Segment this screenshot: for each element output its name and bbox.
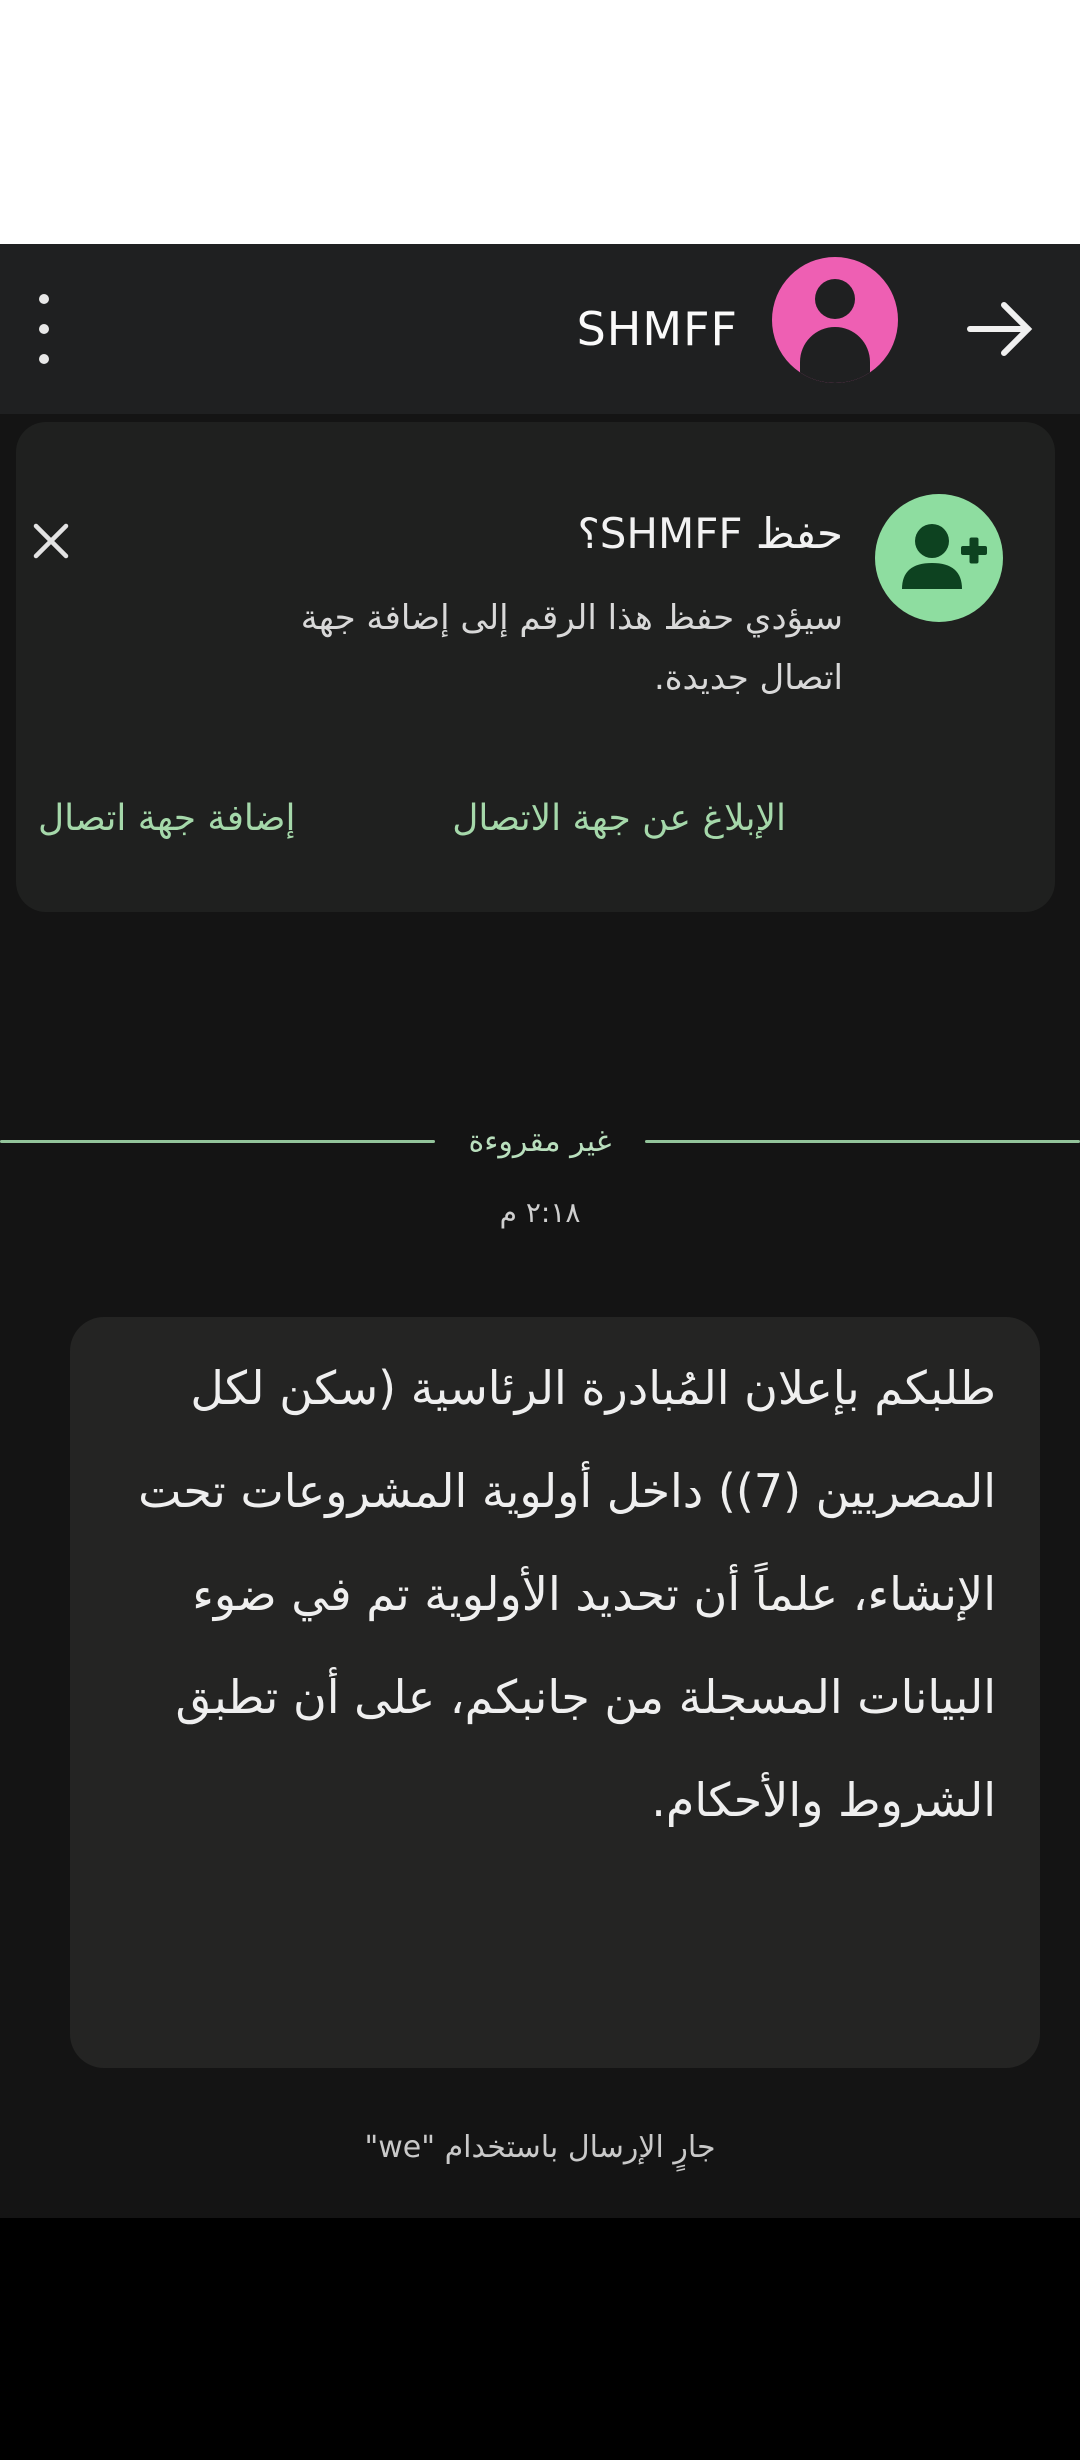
divider-line-right [645, 1140, 1080, 1143]
person-icon-body [800, 327, 870, 383]
sending-status: جارٍ الإرسال باستخدام "we" [364, 2130, 716, 2165]
banner-body-text: سيؤدي حفظ هذا الرقم إلى إضافة جهة اتصال جديدة. [300, 598, 843, 698]
report-contact-button[interactable]: الإبلاغ عن جهة الاتصال [452, 798, 786, 839]
unread-divider [0, 1118, 1080, 1164]
contact-avatar[interactable] [772, 257, 898, 383]
person-add-icon [875, 494, 1003, 622]
conversation-header [0, 244, 1080, 414]
person-icon [815, 279, 855, 319]
status-bar-area [0, 0, 1080, 244]
banner-title: حفظ SHMFF؟ [577, 509, 843, 558]
conversation-title[interactable]: SHMFF [576, 302, 738, 356]
unread-label: غير مقروءة [468, 1123, 612, 1159]
divider-line-left [0, 1140, 435, 1143]
message-text: طلبكم بإعلان المُبادرة الرئاسية (سكن لكل المصريين (7)) داخل أولوية المشروعات تحت الإنشاء، علماً أن تحديد الأولوية تم في ضوء البيانات المسجلة من جانبكم، على أن تطبق الشروط والأحكام. [138, 1361, 996, 1827]
add-contact-button[interactable]: إضافة جهة اتصال [38, 798, 296, 839]
overflow-menu-icon[interactable] [22, 294, 66, 364]
close-icon[interactable] [28, 518, 74, 564]
bottom-nav-area [0, 2218, 1080, 2460]
back-arrow-icon[interactable] [962, 296, 1038, 362]
received-message-bubble[interactable] [70, 1317, 1040, 2068]
save-contact-banner [16, 422, 1055, 912]
banner-actions [16, 796, 1055, 842]
message-timestamp: ٢:١٨ م [499, 1196, 581, 1229]
